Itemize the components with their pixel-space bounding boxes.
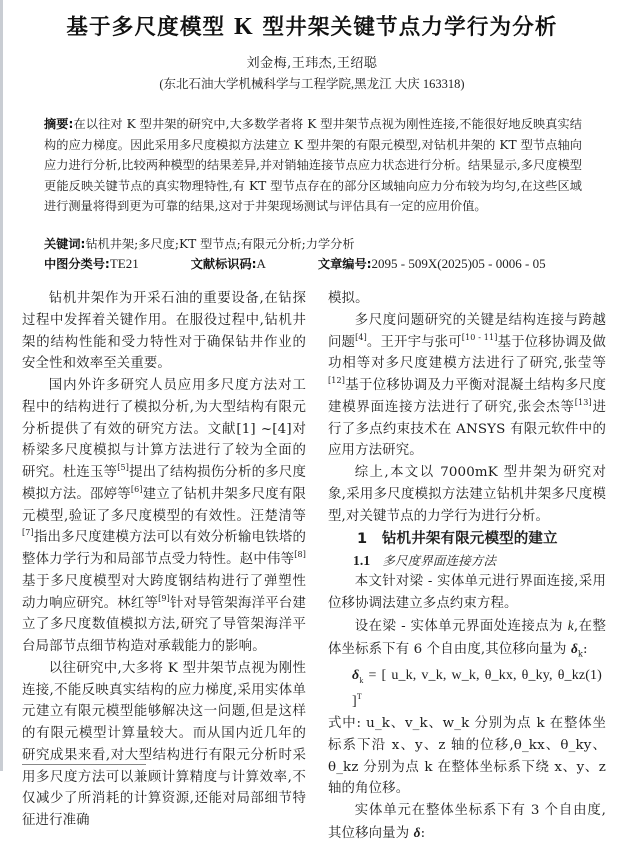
clc-label: 中图分类号:: [44, 257, 110, 271]
doc-code-label: 文献标识码:: [190, 257, 257, 271]
page-edge-strip: [0, 0, 3, 771]
paragraph: [328, 615, 606, 665]
article-no-value: 2095 - 509X(2025)05 - 0006 - 05: [371, 256, 546, 271]
section-heading-1: 1 钻机井架有限元模型的建立: [357, 531, 558, 548]
text: 。王开宇与张可: [366, 334, 462, 350]
text: 提出了结构损伤分析的多尺度模拟方法。邵婷等: [22, 465, 306, 502]
text: 国内外许多研究人员应用多尺度方法对工程中的结构进行了模拟分析,为大型结构有限元分析提供了有效的研究方法。文献[1] ~[4]对桥梁多尺度模拟与计算方法进行了较为全面的研究。杜连玉等: [22, 378, 306, 480]
equation-body: [352, 665, 585, 713]
left-column: [22, 288, 306, 832]
footnote-divider: [22, 764, 146, 765]
equation-1: [328, 665, 606, 713]
text: ,在整体坐标系下有 6 个自由度,其位移向量为: [328, 618, 606, 657]
text: 设在梁 - 实体单元界面处连接点为: [354, 618, 568, 634]
text: 实体单元在整体坐标系下有 3 个自由度,其位移向量为: [328, 803, 606, 841]
abstract-text: 在以往对 K 型井架的研究中,大多数学者将 K 型井架节点视为刚性连接,不能很好地反映真实结构的应力梯度。因此采用多尺度模拟方法建立 K 型井架的有限元模型,对钻机井架的 KT 型节点轴向应力进行分析,比较两种模型的结果差异,并对销轴连接节点应力状态进行分析。结果显示,多尺度模型更能反映关键节点的真实物理特性,有 KT 型节点存在的部分区域轴向应力分布较为均匀,在这些区域进行测量将得到更为可靠的结果,这对于井架现场测试与评估具有一定的应用价值。: [44, 117, 582, 214]
citation: [4]: [355, 332, 367, 342]
citation: [12]: [328, 376, 346, 385]
clc-value: TE21: [109, 256, 139, 271]
math-sub: k: [359, 675, 364, 685]
paper-title: [0, 10, 624, 41]
text: 进行了多点约束技术在 ANSYS 有限元软件中的应用方法研究。: [328, 399, 606, 459]
article-no-label: 文章编号:: [317, 257, 372, 271]
title-text-2: 型井架关键节点力学行为分析: [253, 15, 558, 40]
text: :: [420, 825, 426, 841]
section-number: 1.1: [353, 553, 371, 569]
abstract-label: 摘要:: [44, 117, 74, 131]
text: :: [582, 641, 588, 657]
paragraph: [22, 375, 306, 658]
right-column: [328, 288, 606, 845]
text: 基于位移协调及力平衡对混凝土结构多尺度建模界面连接方法进行了研究,张会杰等: [328, 378, 606, 415]
keywords-text: 钻机井架;多尺度;KT 型节点;有限元分析;力学分析: [85, 237, 355, 251]
paragraph: 综上,本文以 7000mK 型井架为研究对象,采用多尺度模拟方法建立钻机井架多尺度模型,对关键节点的力学行为进行分析。: [328, 465, 606, 524]
keywords: [44, 235, 604, 252]
equation-number: (1): [585, 667, 602, 683]
abstract: [44, 114, 582, 217]
math-sub: k: [577, 649, 583, 659]
section-title: 多尺度界面连接方法: [382, 553, 497, 569]
classification-line: [44, 255, 604, 272]
paragraph: 钻机井架作为开采石油的重要设备,在钻探过程中发挥着关键作用。在服役过程中,钻机井架的结构性能和受力特性对于确保钻井作业的安全性和效率至关重要。: [22, 291, 306, 372]
text: 基于多尺度模型对大跨度钢结构进行了弹塑性动力响应研究。林红等: [22, 573, 306, 611]
paragraph: 模拟。: [328, 291, 369, 306]
text: 基于位移协调及做功相等对多尺度建模方法进行了研究,张莹等: [328, 334, 606, 372]
title-text-k: K: [233, 14, 254, 40]
section-heading-1-1: [328, 551, 606, 571]
paragraph: 式中: u_k、v_k、w_k 分别为点 k 在整体坐标系下沿 x、y、z 轴的位移,θ_kx、θ_ky、θ_kz 分别为点 k 在整体坐标系下绕 x、y、z 轴的角位移。: [328, 716, 606, 797]
math-var: δ: [413, 824, 421, 840]
text: 指出多尺度建模方法可以有效分析输电铁塔的整体力学行为和局部节点受力特性。赵中伟等: [22, 530, 306, 567]
paragraph: [328, 800, 606, 845]
citation: [7]: [22, 528, 34, 538]
math-var: δ: [570, 640, 578, 656]
keywords-label: 关键词:: [44, 237, 86, 251]
text: 针对导管架海洋平台建立了多尺度数值模拟方法,研究了导管架海洋平台局部节点细节构造对承载能力的影响。: [22, 595, 307, 654]
citation: [6]: [130, 484, 143, 494]
paragraph: 以往研究中,大多将 K 型井架节点视为刚性连接,不能反映真实结构的应力梯度,采用实体单元建立有限元模型能够解决这一问题,但是这样的有限元模型计算量较大。而从国内近几年的研究成果来看,对大型结构进行有限元分析时采用多尺度方法可以兼顾计算精度与计算效率,不仅减少了所消耗的计算资源,还能对局部细节特征进行准确: [22, 660, 306, 828]
math-sup: T: [356, 692, 362, 702]
citation: [9]: [158, 593, 170, 603]
doc-code-value: A: [256, 256, 266, 271]
citation: [8]: [294, 550, 306, 559]
math-expr: = [ u_k, v_k, w_k, θ_kx, θ_ky, θ_kz ]: [352, 667, 586, 710]
paragraph: 本文针对梁 - 实体单元进行界面连接,采用位移协调法建立多点约束方程。: [328, 574, 606, 611]
citation: [13]: [574, 397, 592, 407]
text: 多尺度问题研究的关键是结构连接与跨越问题: [328, 312, 606, 350]
text: 建立了钻机井架多尺度有限元模型,验证了多尺度模型的有效性。汪楚清等: [22, 486, 306, 524]
math-var: k: [567, 617, 574, 633]
affiliation: (东北石油大学机械科学与工程学院,黑龙江 大庆 163318): [159, 77, 465, 91]
authors: 刘金梅,王玮杰,王绍聪: [246, 56, 378, 71]
citation: [5]: [117, 463, 130, 472]
title-text-1: 基于多尺度模型: [66, 15, 234, 40]
math-var: δ: [352, 667, 360, 683]
paragraph: [328, 310, 606, 462]
citation: [10 - 11]: [461, 332, 498, 342]
